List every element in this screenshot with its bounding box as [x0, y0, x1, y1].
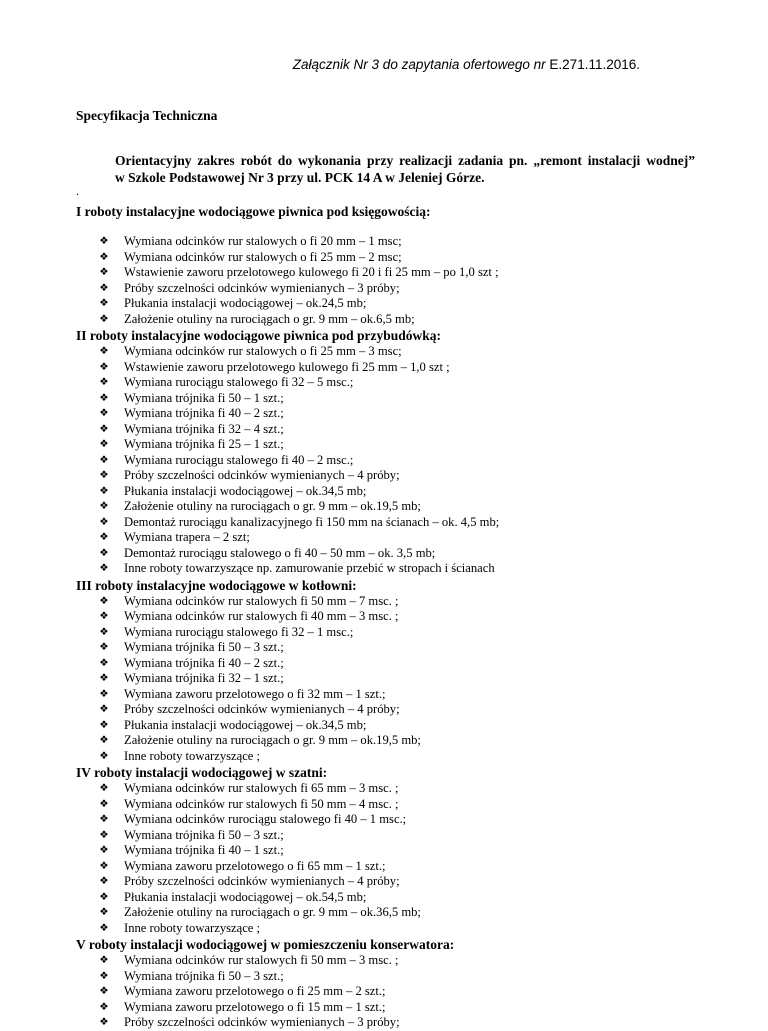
diamond-bullet-icon: ❖ — [99, 235, 109, 247]
intro-line-1: Orientacyjny zakres robót do wykonania przy realizacji zadania pn. „remont instalacji wodnej” — [115, 153, 695, 168]
section-heading: I roboty instalacyjne wodociągowe piwnica pod księgowością: — [76, 204, 431, 219]
list-item — [76, 797, 696, 813]
diamond-bullet-icon: ❖ — [99, 360, 109, 373]
diamond-bullet-icon: ❖ — [99, 453, 109, 466]
list-item — [76, 281, 696, 297]
diamond-bullet-icon: ❖ — [99, 610, 109, 622]
list-item-text: Wymiana trójnika fi 40 – 2 szt.; — [124, 655, 284, 670]
list-item-text: Wymiana zaworu przelotowego o fi 15 mm – 1 szt.; — [124, 999, 386, 1014]
list-item — [76, 656, 696, 672]
diamond-bullet-icon: ❖ — [99, 875, 109, 887]
list-item — [76, 609, 696, 625]
list-item — [76, 828, 696, 844]
list-item-text: Próby szczelności odcinków wymienianych – 4 próby; — [124, 702, 400, 716]
list-item-text: Wymiana trójnika fi 50 – 1 szt.; — [124, 390, 284, 405]
list-item — [76, 640, 696, 656]
intro-line-2: w Szkole Podstawowej Nr 3 przy ul. PCK 14 A w Jeleniej Górze. — [115, 170, 485, 185]
list-item — [76, 733, 696, 749]
list-item — [76, 1000, 696, 1016]
list-item — [76, 375, 696, 391]
diamond-bullet-icon: ❖ — [99, 906, 109, 918]
list-item-text: Płukania instalacji wodociągowej – ok.34,5 mb; — [124, 717, 367, 732]
list-item-text: Wymiana odcinków rurociągu stalowego fi 40 – 1 msc.; — [124, 812, 407, 826]
list-item — [76, 344, 696, 360]
list-item-text: Wymiana trójnika fi 40 – 2 szt.; — [124, 406, 284, 420]
list-item — [76, 530, 696, 546]
diamond-bullet-icon: ❖ — [99, 828, 109, 841]
list-item-text: Wymiana rurociągu stalowego fi 40 – 2 msc.; — [124, 452, 354, 467]
attachment-header-number: E.271.11.2016. — [549, 57, 640, 72]
diamond-bullet-icon: ❖ — [99, 749, 109, 762]
diamond-bullet-icon: ❖ — [99, 703, 109, 715]
diamond-bullet-icon: ❖ — [99, 297, 109, 309]
list-item-text: Próby szczelności odcinków wymienianych – 4 próby; — [124, 468, 400, 482]
diamond-bullet-icon: ❖ — [99, 921, 109, 934]
list-item-text: Wymiana rurociągu stalowego fi 32 – 1 msc.; — [124, 624, 354, 639]
list-item-text: Wymiana zaworu przelotowego o fi 65 mm – 1 szt.; — [124, 858, 386, 873]
list-item — [76, 360, 696, 376]
attachment-header — [0, 57, 640, 72]
list-item-text: Wymiana trójnika fi 40 – 1 szt.; — [124, 843, 284, 857]
list-item — [76, 250, 696, 266]
diamond-bullet-icon: ❖ — [99, 266, 109, 278]
diamond-bullet-icon: ❖ — [99, 797, 109, 810]
diamond-bullet-icon: ❖ — [99, 250, 109, 263]
list-item-text: Płukania instalacji wodociągowej – ok.24,5 mb; — [124, 296, 367, 310]
list-item — [76, 905, 696, 921]
diamond-bullet-icon: ❖ — [99, 844, 109, 856]
list-item — [76, 561, 696, 577]
diamond-bullet-icon: ❖ — [99, 782, 109, 794]
list-item — [76, 1015, 696, 1031]
intro-paragraph — [115, 152, 695, 186]
list-item-text: Wymiana trójnika fi 50 – 3 szt.; — [124, 827, 284, 842]
diamond-bullet-icon: ❖ — [99, 656, 109, 669]
list-item-text: Wymiana odcinków rur stalowych fi 65 mm – 3 msc. ; — [124, 781, 399, 795]
diamond-bullet-icon: ❖ — [99, 438, 109, 450]
diamond-bullet-icon: ❖ — [99, 1000, 109, 1013]
list-item — [76, 437, 696, 453]
list-item-text: Założenie otuliny na rurociągach o gr. 9 mm – ok.19,5 mb; — [124, 499, 421, 513]
diamond-bullet-icon: ❖ — [99, 594, 109, 607]
list-item-text: Płukania instalacji wodociągowej – ok.54,5 mb; — [124, 889, 367, 904]
list-item-text: Próby szczelności odcinków wymienianych – 3 próby; — [124, 1015, 400, 1029]
list-item-text: Wymiana trójnika fi 50 – 3 szt.; — [124, 968, 284, 983]
diamond-bullet-icon: ❖ — [99, 469, 109, 481]
list-item-text: Założenie otuliny na rurociągach o gr. 9 mm – ok.6,5 mb; — [124, 311, 415, 326]
diamond-bullet-icon: ❖ — [99, 1016, 109, 1028]
diamond-bullet-icon: ❖ — [99, 422, 109, 435]
list-item-text: Wstawienie zaworu przelotowego kulowego fi 25 mm – 1,0 szt ; — [124, 359, 450, 374]
list-item-text: Inne roboty towarzyszące ; — [124, 920, 261, 935]
list-item — [76, 468, 696, 484]
diamond-bullet-icon: ❖ — [99, 734, 109, 746]
list-item — [76, 406, 696, 422]
list-item — [76, 312, 696, 328]
list-item-text: Wymiana zaworu przelotowego o fi 32 mm – 1 szt.; — [124, 686, 386, 701]
diamond-bullet-icon: ❖ — [99, 531, 109, 543]
list-item — [76, 812, 696, 828]
list-item-text: Wymiana odcinków rur stalowych o fi 20 mm – 1 msc; — [124, 234, 402, 248]
list-item-text: Inne roboty towarzyszące np. zamurowanie przebić w stropach i ścianach — [124, 561, 495, 575]
diamond-bullet-icon: ❖ — [99, 407, 109, 419]
attachment-header-italic: Załącznik Nr 3 do zapytania ofertowego nr — [292, 57, 550, 72]
diamond-bullet-icon: ❖ — [99, 687, 109, 700]
list-item — [76, 234, 696, 250]
diamond-bullet-icon: ❖ — [99, 672, 109, 684]
list-item — [76, 671, 696, 687]
section-item-list — [76, 953, 696, 1031]
list-item — [76, 484, 696, 500]
list-item — [76, 625, 696, 641]
list-item-text: Wymiana trójnika fi 32 – 4 szt.; — [124, 421, 284, 436]
list-item-text: Próby szczelności odcinków wymienianych – 3 próby; — [124, 280, 400, 295]
list-item — [76, 296, 696, 312]
diamond-bullet-icon: ❖ — [99, 954, 109, 966]
list-item — [76, 859, 696, 875]
list-item-text: Wymiana odcinków rur stalowych fi 40 mm – 3 msc. ; — [124, 609, 399, 623]
diamond-bullet-icon: ❖ — [99, 484, 109, 497]
diamond-bullet-icon: ❖ — [99, 718, 109, 731]
section-heading: III roboty instalacyjne wodociągowe w kotłowni: — [76, 577, 357, 593]
list-item-text: Płukania instalacji wodociągowej – ok.34,5 mb; — [124, 483, 367, 498]
diamond-bullet-icon: ❖ — [99, 890, 109, 903]
list-item — [76, 921, 696, 937]
list-item — [76, 843, 696, 859]
section-heading: V roboty instalacji wodociągowej w pomieszczeniu konserwatora: — [76, 937, 455, 952]
diamond-bullet-icon: ❖ — [99, 376, 109, 388]
list-item-text: Wymiana odcinków rur stalowych fi 50 mm – 4 msc. ; — [124, 796, 399, 811]
list-item — [76, 718, 696, 734]
section-heading: II roboty instalacyjne wodociągowe piwnica pod przybudówką: — [76, 328, 442, 343]
sections-container — [76, 203, 696, 1031]
list-item-text: Wymiana odcinków rur stalowych fi 50 mm – 3 msc. ; — [124, 953, 399, 967]
list-item-text: Inne roboty towarzyszące ; — [124, 748, 261, 763]
diamond-bullet-icon: ❖ — [99, 312, 109, 325]
list-item-text: Wymiana odcinków rur stalowych o fi 25 mm – 2 msc; — [124, 249, 402, 264]
diamond-bullet-icon: ❖ — [99, 859, 109, 872]
diamond-bullet-icon: ❖ — [99, 391, 109, 404]
list-item — [76, 874, 696, 890]
list-item-text: Założenie otuliny na rurociągach o gr. 9 mm – ok.19,5 mb; — [124, 733, 421, 747]
diamond-bullet-icon: ❖ — [99, 515, 109, 528]
section-item-list — [76, 781, 696, 936]
list-item — [76, 422, 696, 438]
diamond-bullet-icon: ❖ — [99, 813, 109, 825]
list-item-text: Założenie otuliny na rurociągach o gr. 9 mm – ok.36,5 mb; — [124, 905, 421, 919]
list-item — [76, 515, 696, 531]
list-item — [76, 890, 696, 906]
diamond-bullet-icon: ❖ — [99, 985, 109, 997]
list-item — [76, 969, 696, 985]
list-item — [76, 453, 696, 469]
diamond-bullet-icon: ❖ — [99, 345, 109, 357]
list-item-text: Demontaż rurociągu kanalizacyjnego fi 150 mm na ścianach – ok. 4,5 mb; — [124, 514, 500, 529]
list-item — [76, 749, 696, 765]
list-item-text: Próby szczelności odcinków wymienianych – 4 próby; — [124, 874, 400, 888]
section-item-list — [76, 344, 696, 577]
list-item — [76, 702, 696, 718]
list-item-text: Wymiana odcinków rur stalowych o fi 25 mm – 3 msc; — [124, 344, 402, 358]
list-item — [76, 546, 696, 562]
list-item-text: Demontaż rurociągu stalowego o fi 40 – 50 mm – ok. 3,5 mb; — [124, 545, 436, 560]
list-item-text: Wymiana trójnika fi 25 – 1 szt.; — [124, 437, 284, 451]
list-item — [76, 594, 696, 610]
list-item — [76, 984, 696, 1000]
section-item-list — [76, 234, 696, 327]
list-item-text: Wymiana zaworu przelotowego o fi 25 mm – 2 szt.; — [124, 984, 386, 998]
list-item-text: Wymiana odcinków rur stalowych fi 50 mm – 7 msc. ; — [124, 593, 399, 608]
diamond-bullet-icon: ❖ — [99, 546, 109, 559]
diamond-bullet-icon: ❖ — [99, 562, 109, 574]
list-item — [76, 687, 696, 703]
list-item — [76, 781, 696, 797]
diamond-bullet-icon: ❖ — [99, 500, 109, 512]
section-heading: IV roboty instalacji wodociągowej w szatni: — [76, 765, 328, 780]
list-item — [76, 499, 696, 515]
diamond-bullet-icon: ❖ — [99, 625, 109, 638]
list-item — [76, 953, 696, 969]
diamond-bullet-icon: ❖ — [99, 281, 109, 294]
list-item — [76, 391, 696, 407]
list-item-text: Wymiana trapera – 2 szt; — [124, 530, 250, 544]
list-item-text: Wstawienie zaworu przelotowego kulowego fi 20 i fi 25 mm – po 1,0 szt ; — [124, 265, 499, 279]
section-item-list — [76, 594, 696, 765]
specification-title: Specyfikacja Techniczna — [76, 108, 218, 123]
diamond-bullet-icon: ❖ — [99, 969, 109, 982]
diamond-bullet-icon: ❖ — [99, 641, 109, 653]
stray-dot: . — [76, 184, 79, 198]
list-item — [76, 265, 696, 281]
list-item-text: Wymiana trójnika fi 32 – 1 szt.; — [124, 671, 284, 685]
list-item-text: Wymiana rurociągu stalowego fi 32 – 5 msc.; — [124, 375, 354, 389]
list-item-text: Wymiana trójnika fi 50 – 3 szt.; — [124, 640, 284, 654]
